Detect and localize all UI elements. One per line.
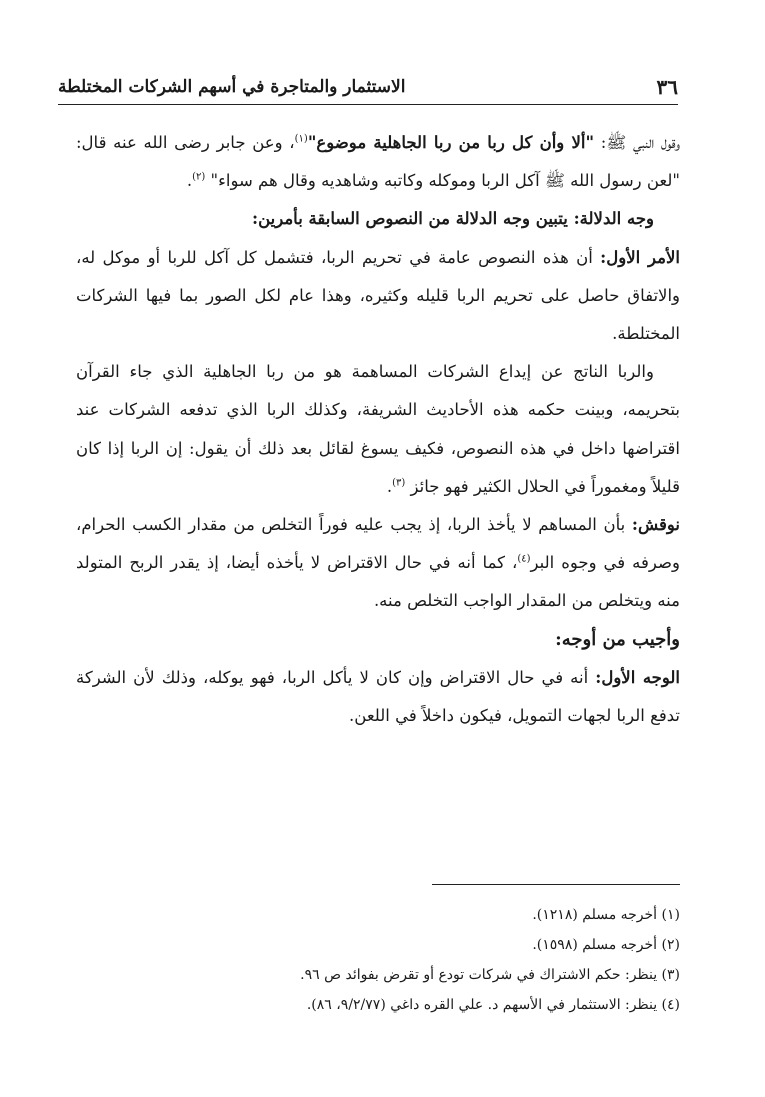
hadith-quote: "ألا وأن كل ربا من ربا الجاهلية موضوع" (307, 133, 595, 152)
paragraph-4 (76, 353, 680, 506)
page-number: ٣٦ (656, 75, 678, 99)
footnote-ref-1: (١) (294, 133, 308, 145)
p4-end: . (386, 476, 393, 496)
running-title: الاستثمار والمتاجرة في أسهم الشركات المختلطة (58, 77, 406, 97)
p1-end: . (186, 171, 193, 191)
main-text (76, 124, 680, 735)
p1-intro: وقول النبي ﷺ: (594, 133, 680, 152)
paragraph-2-heading: وجه الدلالة: يتبين وجه الدلالة من النصوص السابقة بأمرين: (252, 209, 654, 229)
objection-text-continued: ، كما أنه في حال الاقتراض لا يأخذه أيضا، إذ يقدر الربح المتولد منه ويتخلص من المقدار الواجب التخلص منه. (76, 553, 680, 611)
first-matter-label: الأمر الأول: (600, 247, 680, 267)
p4-text: والربا الناتج عن إيداع الشركات المساهمة هو من ربا الجاهلية الذي جاء القرآن بتحريمه، وبينت حكمه هذه الأحاديث الشريفة، وكذلك الربا الذي تدفعه الشركات عند اقتراضها داخل في هذه النصوص، فكيف يسوغ لقائل بعد ذلك أن يقول: إن الربا إذا كان قليلاً ومغموراً في الحلال الكثير فهو جائز (76, 362, 680, 496)
footnote-4: (٤) ينظر: الاستثمار في الأسهم د. علي القره داغي (٩/٢/٧٧، ٨٦). (306, 997, 680, 1013)
paragraph-5 (76, 506, 680, 621)
footnotes (140, 900, 680, 1020)
footnote-ref-2: (٢) (192, 171, 206, 183)
p1-continuation: ، وعن جابر رضى الله عنه قال: "لعن رسول الله ﷺ آكل الربا وموكله وكاتبه وشاهديه وقال هم سواء" (76, 133, 680, 191)
paragraph-7 (76, 659, 680, 735)
running-header (58, 70, 678, 105)
answer-heading: وأجيب من أوجه: (555, 628, 680, 650)
footnote-ref-3: (٣) (392, 477, 406, 489)
first-aspect-label: الوجه الأول: (595, 667, 680, 687)
paragraph-1 (76, 124, 680, 200)
first-aspect-text: أنه في حال الاقتراض وإن كان لا يأكل الربا، فهو يوكله، وذلك لأن الشركة تدفع الربا لجهات التمويل، فيكون داخلاً في اللعن. (76, 667, 680, 726)
footnote-2: (٢) أخرجه مسلم (١٥٩٨). (532, 937, 680, 953)
first-matter-text: أن هذه النصوص عامة في تحريم الربا، فتشمل كل آكل للربا أو موكل له، والاتفاق حاصل على تحريم الربا قليله وكثيره، وهذا عام لكل الصور بما فيها الشركات المختلطة. (76, 247, 680, 344)
objection-label: نوقش: (631, 515, 680, 535)
footnote-1: (١) أخرجه مسلم (١٢١٨). (532, 907, 680, 923)
footnote-ref-4: (٤) (517, 553, 531, 565)
footnote-separator (432, 884, 680, 885)
footnote-3: (٣) ينظر: حكم الاشتراك في شركات تودع أو تقرض بفوائد ص ٩٦. (300, 967, 680, 983)
objection-text: بأن المساهم لا يأخذ الربا، إذ يجب عليه فوراً التخلص من مقدار الكسب الحرام، وصرفه في وجوه البر (76, 515, 680, 573)
paragraph-3 (76, 239, 680, 354)
